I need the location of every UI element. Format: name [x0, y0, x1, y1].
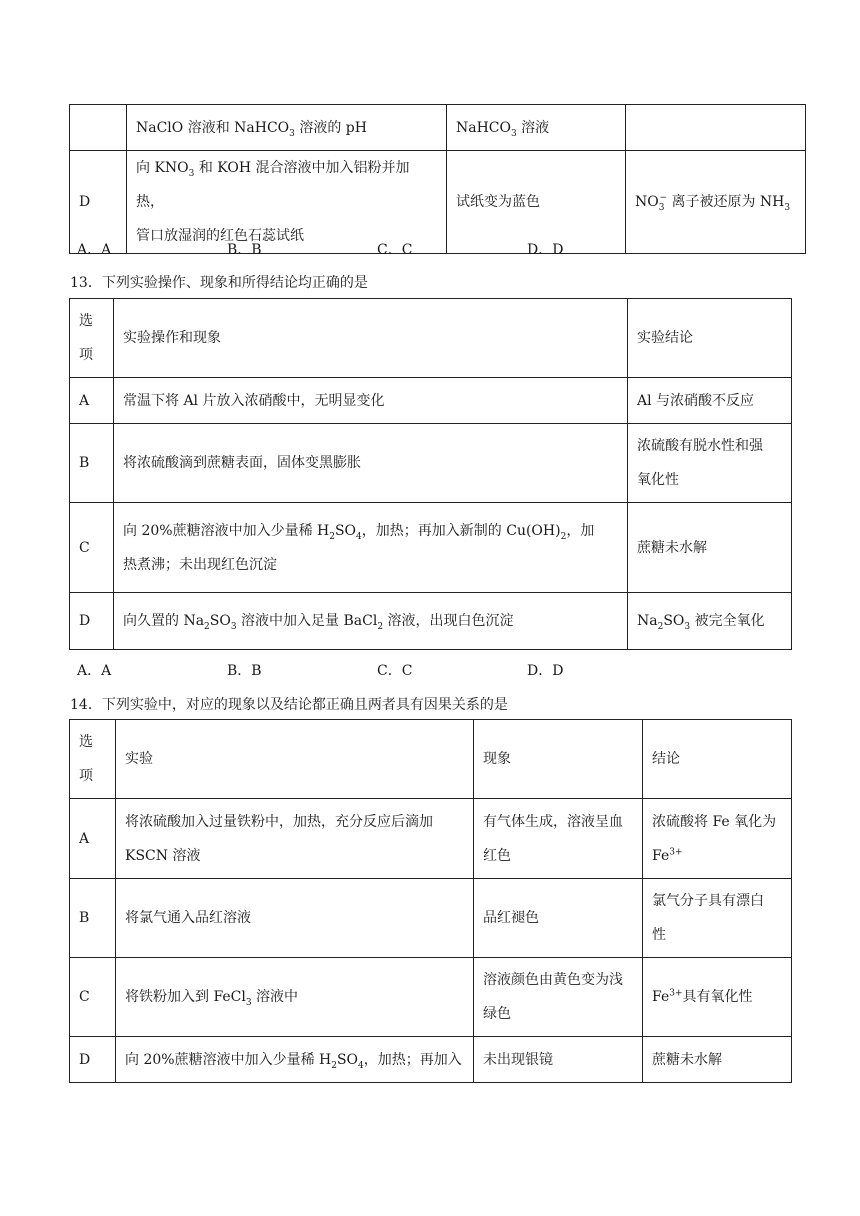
table-row: [70, 151, 806, 254]
row-label: B: [70, 879, 116, 958]
header-phenomenon: 现象: [474, 720, 643, 799]
phenomenon-cell: NaHCO$_3$ 溶液: [447, 105, 626, 151]
experiment-cell: 向 20%蔗糖溶液中加入少量稀 $H_2SO_4$，加热；再加入: [116, 1037, 474, 1083]
operation-cell: 向 20%蔗糖溶液中加入少量稀 $H_2SO_4$，加热；再加入新制的 $Cu(OH)_2$，加 热煮沸；未出现红色沉淀: [114, 503, 628, 593]
operation-cell: NaClO 溶液和 NaHCO$_3$ 溶液的 pH: [127, 105, 447, 151]
row-label: D: [70, 593, 114, 650]
conclusion-cell: $Fe^{3+}$具有氧化性: [643, 958, 792, 1037]
conclusion-cell: $NO_3^-$ 离子被还原为 $NH_3$: [626, 151, 806, 254]
phenomenon-cell: 品红褪色: [474, 879, 643, 958]
header-conclusion: 实验结论: [628, 299, 792, 378]
row-label: D: [70, 1037, 116, 1083]
row-label: [70, 105, 127, 151]
option-b[interactable]: B．B: [227, 663, 262, 679]
conclusion-cell: $Na_2SO_3$ 被完全氧化: [628, 593, 792, 650]
phenomenon-cell: 试纸变为蓝色: [447, 151, 626, 254]
option-a[interactable]: A．A: [77, 242, 112, 258]
conclusion-cell: [626, 105, 806, 151]
row-label: D: [70, 151, 127, 254]
conclusion-cell: Al 与浓硝酸不反应: [628, 378, 792, 424]
table-row: [70, 424, 792, 503]
phenomenon-cell: 未出现银镜: [474, 1037, 643, 1083]
row-label: B: [70, 424, 114, 503]
option-b[interactable]: B．B: [227, 242, 262, 258]
table-row: [70, 1037, 792, 1083]
row-label: C: [70, 503, 114, 593]
operation-cell: 向久置的 $Na_2SO_3$ 溶液中加入足量 BaCl$_2$ 溶液，出现白色沉淀: [114, 593, 628, 650]
q14-table: [69, 719, 792, 1083]
row-label: A: [70, 378, 114, 424]
conclusion-cell: 蔗糖未水解: [628, 503, 792, 593]
phenomenon-cell: 有气体生成，溶液呈血 红色: [474, 799, 643, 879]
q14-stem: 14．下列实验中，对应的现象以及结论都正确且两者具有因果关系的是: [70, 697, 508, 713]
option-a[interactable]: A．A: [77, 663, 112, 679]
conclusion-cell: 浓硫酸有脱水性和强 氧化性: [628, 424, 792, 503]
experiment-cell: 将铁粉加入到 FeCl$_3$ 溶液中: [116, 958, 474, 1037]
option-d[interactable]: D．D: [527, 242, 564, 258]
table-row: [70, 879, 792, 958]
table-row: [70, 503, 792, 593]
conclusion-cell: 浓硫酸将 Fe 氧化为 $Fe^{3+}$: [643, 799, 792, 879]
header-experiment: 实验: [116, 720, 474, 799]
q13-table: [69, 298, 792, 650]
table-row: [70, 593, 792, 650]
operation-cell: 将浓硫酸滴到蔗糖表面，固体变黑膨胀: [114, 424, 628, 503]
table-row: [70, 378, 792, 424]
experiment-cell: 将浓硫酸加入过量铁粉中，加热，充分反应后滴加 KSCN 溶液: [116, 799, 474, 879]
q13-stem: 13．下列实验操作、现象和所得结论均正确的是: [70, 275, 368, 291]
header-conclusion: 结论: [643, 720, 792, 799]
option-c[interactable]: C．C: [377, 663, 413, 679]
q12-table: [69, 104, 806, 254]
phenomenon-cell: 溶液颜色由黄色变为浅 绿色: [474, 958, 643, 1037]
table-row: [70, 958, 792, 1037]
row-label: A: [70, 799, 116, 879]
conclusion-cell: 氯气分子具有漂白 性: [643, 879, 792, 958]
experiment-cell: 将氯气通入品红溶液: [116, 879, 474, 958]
operation-cell: 常温下将 Al 片放入浓硝酸中，无明显变化: [114, 378, 628, 424]
table-row: [70, 105, 806, 151]
header-option: 选 项: [70, 720, 116, 799]
table-row: [70, 299, 792, 378]
conclusion-cell: 蔗糖未水解: [643, 1037, 792, 1083]
table-row: [70, 720, 792, 799]
table-row: [70, 799, 792, 879]
operation-cell: 向 $KNO_3$ 和 KOH 混合溶液中加入铝粉并加热， 管口放湿润的红色石蕊试纸: [127, 151, 447, 254]
option-c[interactable]: C．C: [377, 242, 413, 258]
header-option: 选 项: [70, 299, 114, 378]
option-d[interactable]: D．D: [527, 663, 564, 679]
header-operation: 实验操作和现象: [114, 299, 628, 378]
row-label: C: [70, 958, 116, 1037]
